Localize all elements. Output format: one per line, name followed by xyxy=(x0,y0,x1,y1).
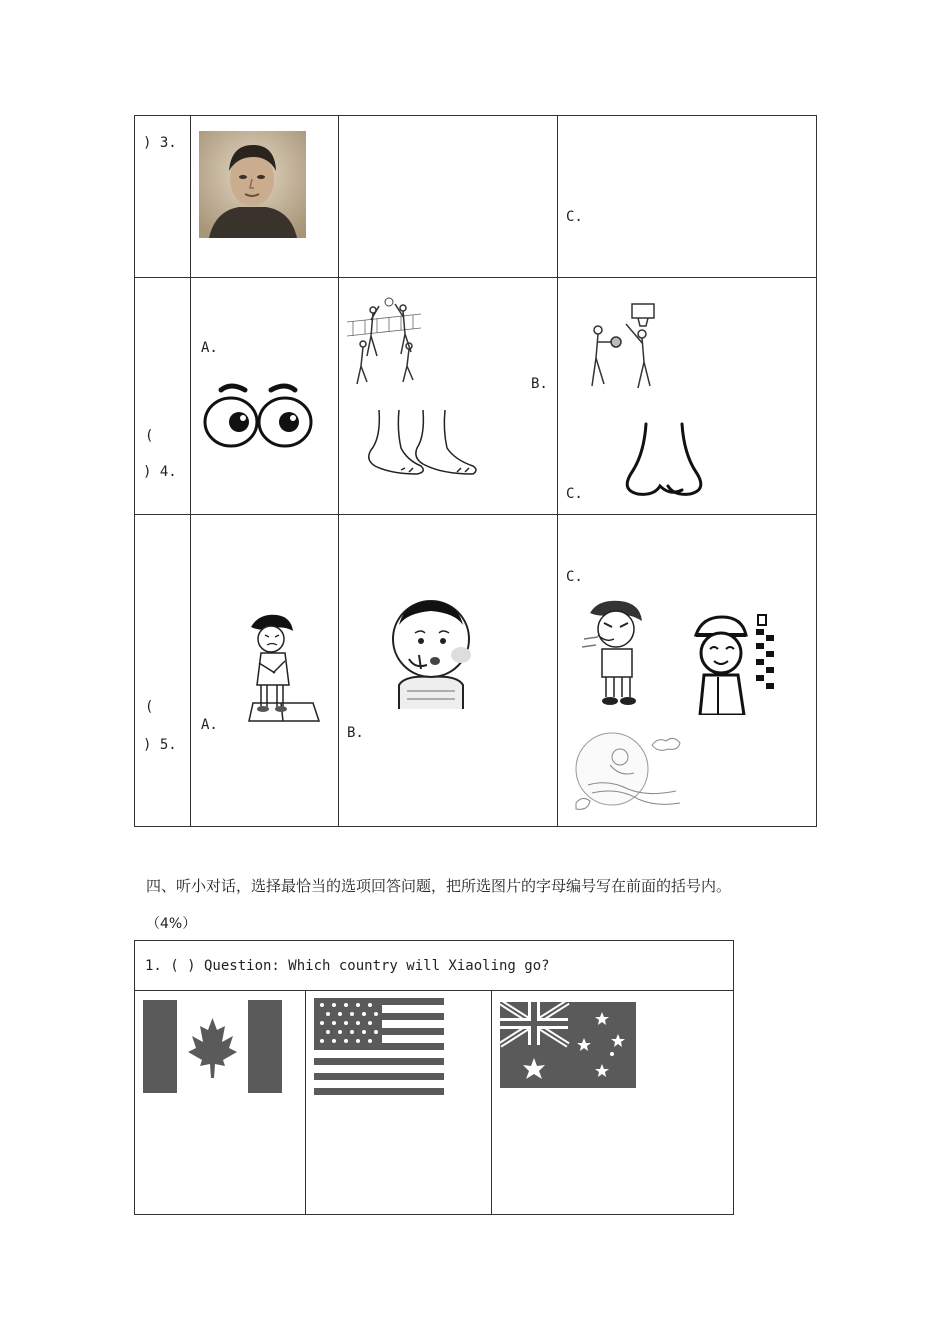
option-a-cell xyxy=(191,116,339,278)
feet-icon xyxy=(361,408,479,480)
boy-stomachache-icon xyxy=(239,611,335,727)
option-b-cell xyxy=(339,515,558,827)
table-row xyxy=(135,991,734,1215)
australia-flag-icon xyxy=(500,1002,636,1088)
paren-open: ( xyxy=(145,699,154,715)
eyes-icon xyxy=(199,380,317,452)
portrait-photo xyxy=(199,131,306,238)
picture-choice-table xyxy=(134,115,817,827)
section-heading: 四、听小对话，选择最恰当的选项回答问题，把所选图片的字母编号写在前面的括号内。 xyxy=(146,877,732,895)
section-percent: （4%） xyxy=(146,916,197,932)
table-row xyxy=(135,941,734,991)
option-a-label: A. xyxy=(201,340,218,356)
question-number: ) 3. xyxy=(143,135,177,151)
option-b-label: B. xyxy=(531,376,548,392)
number-cell xyxy=(135,515,191,827)
option-a-cell xyxy=(191,278,339,515)
listening-choice-table xyxy=(134,940,734,1215)
table-row xyxy=(135,515,817,827)
option-a-cell xyxy=(191,515,339,827)
option-c-cell xyxy=(558,278,817,515)
option-b-cell xyxy=(306,991,492,1215)
question-text: 1. ( ) Question: Which country will Xiaoling go? xyxy=(145,958,550,974)
option-c-cell xyxy=(492,991,734,1215)
nose-icon xyxy=(618,420,758,500)
option-b-label: B. xyxy=(347,725,364,741)
option-c-label: C. xyxy=(566,209,583,225)
boy-toothache-icon xyxy=(385,595,477,709)
usa-flag-icon xyxy=(314,998,444,1095)
volleyball-players-icon xyxy=(347,296,421,388)
canada-flag-icon xyxy=(143,1000,282,1093)
moon-festival-icon xyxy=(568,725,684,815)
number-cell xyxy=(135,116,191,278)
firecracker-child-icon xyxy=(688,611,784,715)
question-number: ) 4. xyxy=(143,464,177,480)
option-a-cell xyxy=(135,991,306,1215)
table-row xyxy=(135,116,817,278)
option-c-cell xyxy=(558,116,817,278)
option-a-label: A. xyxy=(201,717,218,733)
boy-sneezing-icon xyxy=(580,599,654,711)
number-cell xyxy=(135,278,191,515)
table-row xyxy=(135,278,817,515)
option-c-cell xyxy=(558,515,817,827)
question-cell xyxy=(135,941,734,991)
option-b-cell xyxy=(339,116,558,278)
option-c-label: C. xyxy=(566,569,583,585)
basketball-players-icon xyxy=(582,302,662,396)
question-number: ) 5. xyxy=(143,737,177,753)
option-b-cell xyxy=(339,278,558,515)
option-c-label: C. xyxy=(566,486,583,502)
paren-open: ( xyxy=(145,428,154,444)
